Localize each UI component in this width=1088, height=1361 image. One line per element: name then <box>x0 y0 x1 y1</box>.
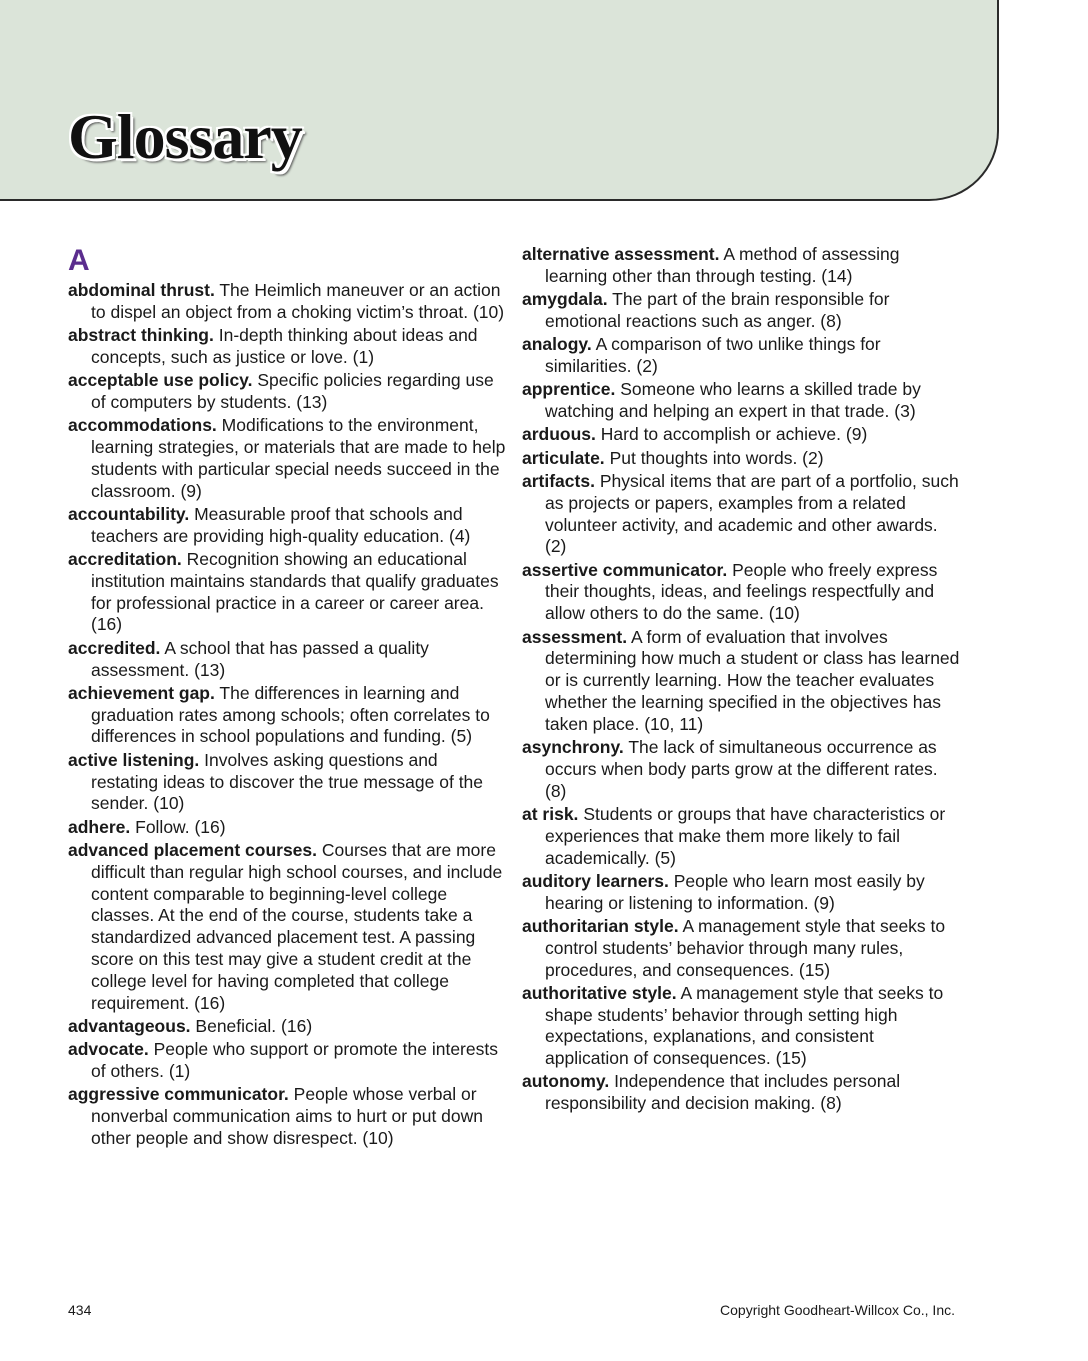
glossary-entry <box>68 370 508 414</box>
glossary-entry <box>522 334 962 378</box>
glossary-definition: Physical items that are part of a portfolio, such as projects or papers, examples from a related volunteer activity, and academic and other awards. (2) <box>545 470 959 557</box>
glossary-term: active listening. <box>68 749 200 770</box>
glossary-definition: The differences in learning and graduation rates among schools; often correlates to differences in school populations and funding. (5) <box>91 682 490 747</box>
glossary-column-left <box>68 244 508 1151</box>
glossary-entry <box>522 916 962 981</box>
glossary-definition: The part of the brain responsible for emotional reactions such as anger. (8) <box>545 289 890 331</box>
glossary-term: acceptable use policy. <box>68 370 253 391</box>
glossary-term: accredited. <box>68 637 161 658</box>
glossary-entry <box>68 1084 508 1149</box>
glossary-entry <box>68 638 508 682</box>
glossary-entry <box>68 683 508 748</box>
glossary-entry <box>68 415 508 502</box>
glossary-entry <box>522 627 962 736</box>
glossary-definition: People who support or promote the interests of others. (1) <box>91 1039 498 1081</box>
glossary-definition: People whose verbal or nonverbal communication aims to hurt or put down other people and show disrespect. (10) <box>91 1084 484 1148</box>
glossary-entry <box>68 325 508 369</box>
glossary-term: authoritarian style. <box>522 915 679 936</box>
page-title: Glossary <box>68 101 302 172</box>
right-entry-list <box>522 244 962 1115</box>
glossary-term: assertive communicator. <box>522 559 728 580</box>
section-letter: A <box>68 244 90 277</box>
glossary-definition: Specific policies regarding use of computers by students. (13) <box>91 370 494 412</box>
glossary-definition: Involves asking questions and restating ideas to discover the true message of the sender. (10) <box>91 749 484 814</box>
glossary-definition: Put thoughts into words. (2) <box>609 447 824 468</box>
glossary-term: apprentice. <box>522 379 616 400</box>
glossary-term: amygdala. <box>522 289 608 310</box>
glossary-entry <box>522 448 962 470</box>
glossary-term: advantageous. <box>68 1015 191 1036</box>
copyright-notice: Copyright Goodheart-Willcox Co., Inc. <box>720 1302 955 1318</box>
glossary-entry <box>522 737 962 802</box>
glossary-column-right <box>522 244 962 1117</box>
glossary-definition: A management style that seeks to shape students’ behavior through setting high expectations, explanations, and consistent application of consequences. (15) <box>545 982 944 1069</box>
left-entry-list <box>68 280 508 1150</box>
glossary-definition: Recognition showing an educational institution maintains standards that qualify graduates for professional practice in a career or career area. (16) <box>91 549 499 635</box>
glossary-definition: Modifications to the environment, learning strategies, or materials that are made to help students with particular special needs succeed in the classroom. (9) <box>91 415 506 501</box>
glossary-term: accommodations. <box>68 415 217 436</box>
glossary-term: abdominal thrust. <box>68 280 215 300</box>
glossary-term: at risk. <box>522 803 579 824</box>
glossary-entry <box>68 840 508 1014</box>
glossary-entry <box>68 750 508 815</box>
glossary-definition: In-depth thinking about ideas and concepts, such as justice or love. (1) <box>91 325 478 367</box>
glossary-term: aggressive communicator. <box>68 1084 289 1105</box>
glossary-term: assessment. <box>522 626 628 647</box>
glossary-entry <box>522 289 962 333</box>
page-number: 434 <box>68 1302 92 1318</box>
glossary-entry <box>522 424 962 446</box>
glossary-term: advanced placement courses. <box>68 839 317 860</box>
glossary-term: arduous. <box>522 424 596 445</box>
glossary-definition: Follow. (16) <box>135 816 226 837</box>
glossary-term: analogy. <box>522 334 592 355</box>
glossary-definition: A school that has passed a quality assessment. (13) <box>91 637 429 680</box>
glossary-entry <box>68 817 508 839</box>
glossary-entry <box>68 280 508 324</box>
glossary-definition: A management style that seeks to control students’ behavior through many rules, procedures, and consequences. (15) <box>545 915 946 980</box>
glossary-term: autonomy. <box>522 1071 610 1092</box>
glossary-term: authoritative style. <box>522 982 677 1003</box>
glossary-definition: The lack of simultaneous occurrence as occurs when body parts grow at the different rates. (8) <box>545 737 938 801</box>
glossary-definition: Beneficial. (16) <box>195 1015 313 1036</box>
glossary-term: accreditation. <box>68 549 182 570</box>
glossary-term: articulate. <box>522 447 605 468</box>
glossary-definition: Independence that includes personal responsibility and decision making. (8) <box>545 1071 901 1114</box>
glossary-definition: Measurable proof that schools and teachers are providing high-quality education. (4) <box>91 503 471 546</box>
glossary-definition: Hard to accomplish or achieve. (9) <box>600 424 868 445</box>
glossary-entry <box>522 804 962 869</box>
glossary-entry <box>522 244 962 288</box>
glossary-term: advocate. <box>68 1039 149 1060</box>
glossary-definition: Someone who learns a skilled trade by watching and helping an expert in that trade. (3) <box>545 379 921 422</box>
glossary-term: achievement gap. <box>68 682 215 703</box>
glossary-definition: People who learn most easily by hearing or listening to information. (9) <box>545 870 925 913</box>
glossary-term: alternative assessment. <box>522 244 720 264</box>
glossary-entry <box>68 549 508 636</box>
glossary-definition: People who freely express their thoughts, ideas, and feelings respectfully and allow others to do the same. (10) <box>545 559 938 624</box>
glossary-definition: Students or groups that have characteristics or experiences that make them more likely to fail academically. (5) <box>545 803 946 868</box>
glossary-term: accountability. <box>68 503 190 524</box>
glossary-definition: A method of assessing learning other than through testing. (14) <box>545 244 900 286</box>
glossary-term: asynchrony. <box>522 737 624 758</box>
glossary-definition: A comparison of two unlike things for similarities. (2) <box>545 334 881 376</box>
glossary-definition: The Heimlich maneuver or an action to dispel an object from a choking victim’s throat. (10) <box>91 280 505 322</box>
glossary-entry <box>68 1039 508 1083</box>
glossary-entry <box>522 379 962 423</box>
glossary-entry <box>522 871 962 915</box>
glossary-term: auditory learners. <box>522 870 669 891</box>
glossary-term: abstract thinking. <box>68 325 214 346</box>
glossary-entry <box>522 983 962 1070</box>
glossary-definition: A form of evaluation that involves determining how much a student or class has learned or is currently learning. How the teacher evaluates whether the learning specified in the objectives has taken place. (10, 11) <box>545 626 960 734</box>
glossary-definition: Courses that are more difficult than regular high school courses, and include content comparable to beginning-level college classes. At the end of the course, students take a standardized advanced placement test. A passing score on this test may give a student credit at the college level for having completed that college requirement. (16) <box>91 839 503 1013</box>
glossary-entry <box>522 1071 962 1115</box>
glossary-entry <box>522 471 962 558</box>
glossary-entry <box>522 560 962 625</box>
glossary-term: adhere. <box>68 816 131 837</box>
glossary-entry <box>68 1016 508 1038</box>
glossary-term: artifacts. <box>522 470 595 491</box>
glossary-entry <box>68 504 508 548</box>
